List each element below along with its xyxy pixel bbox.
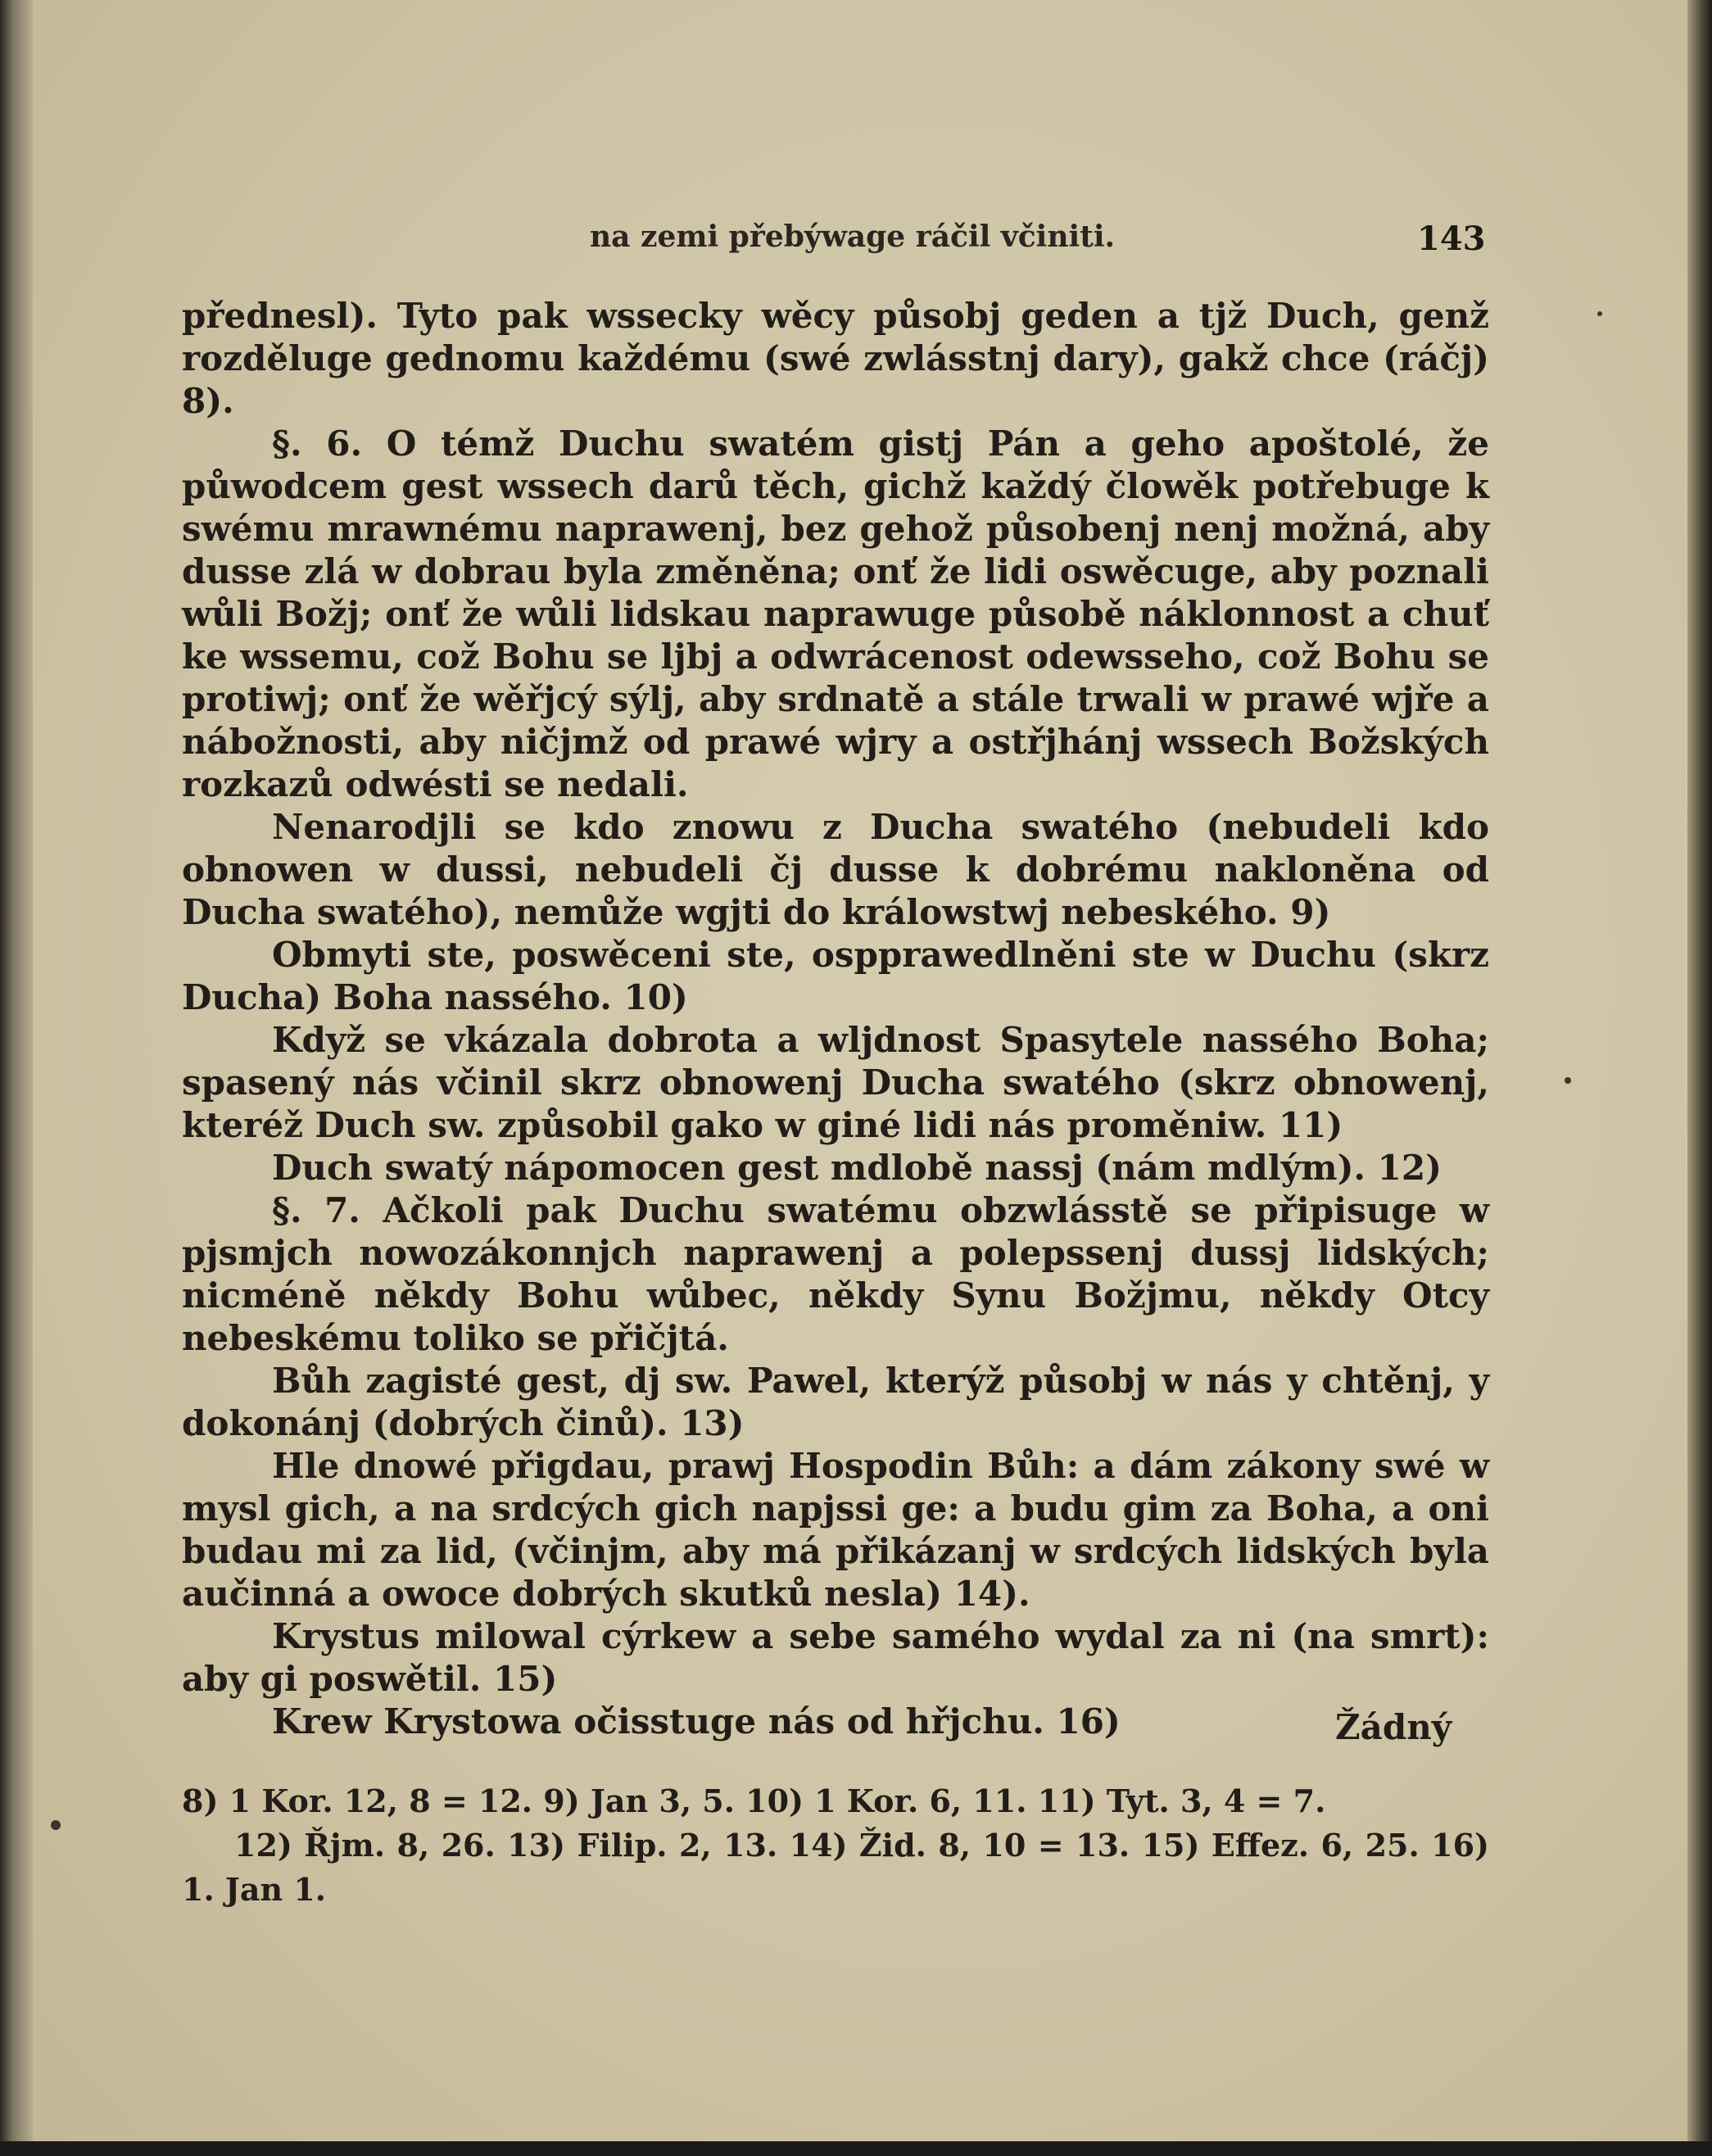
body-text xyxy=(182,295,1489,1743)
paragraph: Krystus milowal cýrkew a sebe samého wydal za ni (na smrt): aby gi poswětil. 15) xyxy=(182,1616,1489,1699)
paragraph: Krew Krystowa očisstuge nás od hřjchu. 16) xyxy=(272,1701,1121,1742)
page-bottom-edge xyxy=(0,2141,1712,2156)
ink-speck xyxy=(51,1820,61,1830)
footnotes xyxy=(182,1779,1489,1912)
ink-speck xyxy=(1597,311,1602,316)
footnote-line: 8) 1 Kor. 12, 8 = 12. 9) Jan 3, 5. 10) 1 Kor. 6, 11. 11) Tyt. 3, 4 = 7. xyxy=(182,1782,1326,1819)
page-right-edge xyxy=(1687,0,1712,2156)
footnote-line: 12) Řjm. 8, 26. 13) Filip. 2, 13. 14) Žid. 8, 10 = 13. 15) Effez. 6, 25. 16) 1. Jan 1. xyxy=(182,1827,1489,1908)
paragraph: §. 6. O témž Duchu swatém gistj Pán a geho apoštolé, že půwodcem gest wssech darů těch, gichž každý člowěk potřebuge k swému mrawnému naprawenj, bez gehož působenj nenj možná, aby dusse zlá w dobrau byla změněna; onť že lidi oswěcuge, aby poznali wůli Božj; onť že wůli lidskau naprawuge působě náklonnost a chuť ke wssemu, což Bohu se ljbj a odwrácenost odewsseho, což Bohu se protiwj; onť že wěřjcý sýlj, aby srdnatě a stále trwali w prawé wjře a nábožnosti, aby ničjmž od prawé wjry a ostřjhánj wssech Božských rozkazů odwésti se nedali. xyxy=(182,424,1489,804)
paragraph: Obmyti ste, poswěceni ste, ospprawedlněni ste w Duchu (skrz Ducha) Boha nassého. 10) xyxy=(182,935,1489,1017)
ink-speck xyxy=(1565,1077,1571,1084)
page-number: 143 xyxy=(1417,220,1486,258)
paragraph: Když se vkázala dobrota a wljdnost Spasytele nassého Boha; spasený nás včinil skrz obnowenj Ducha swatého (skrz obnowenj, kteréž Duch sw. způsobil gako w giné lidi nás proměniw. 11) xyxy=(182,1020,1489,1145)
page-left-edge xyxy=(0,0,33,2156)
paragraph: Bůh zagisté gest, dj sw. Pawel, kterýž působj w nás y chtěnj, y dokonánj (dobrých činů). 13) xyxy=(182,1361,1489,1443)
paragraph: Hle dnowé přigdau, prawj Hospodin Bůh: a dám zákony swé w mysl gich, a na srdcých gich napjssi ge: a budu gim za Boha, a oni budau mi za lid, (včinjm, aby má přikázanj w srdcých lidských byla aučinná a owoce dobrých skutků nesla) 14). xyxy=(182,1446,1489,1614)
paragraph: přednesl). Tyto pak wssecky wěcy působj geden a tjž Duch, genž rozděluge gednomu každému (swé zwlásstnj dary), gakž chce (ráčj) 8). xyxy=(182,296,1489,421)
paragraph: Nenarodjli se kdo znowu z Ducha swatého (nebudeli kdo obnowen w dussi, nebudeli čj dusse k dobrému nakloněna od Ducha swatého), nemůže wgjti do králowstwj nebeského. 9) xyxy=(182,807,1489,932)
paragraph: Duch swatý nápomocen gest mdlobě nassj (nám mdlým). 12) xyxy=(272,1148,1442,1188)
paragraph: §. 7. Ačkoli pak Duchu swatému obzwlásstě se připisuge w pjsmjch nowozákonnjch naprawenj a polepssenj dussj lidských; nicméně někdy Bohu wůbec, někdy Synu Božjmu, někdy Otcy nebeskému toliko se přičjtá. xyxy=(182,1190,1489,1358)
running-header-title: na zemi přebýwage ráčil včiniti. xyxy=(590,220,1116,254)
catchword: Žádný xyxy=(1335,1707,1452,1747)
